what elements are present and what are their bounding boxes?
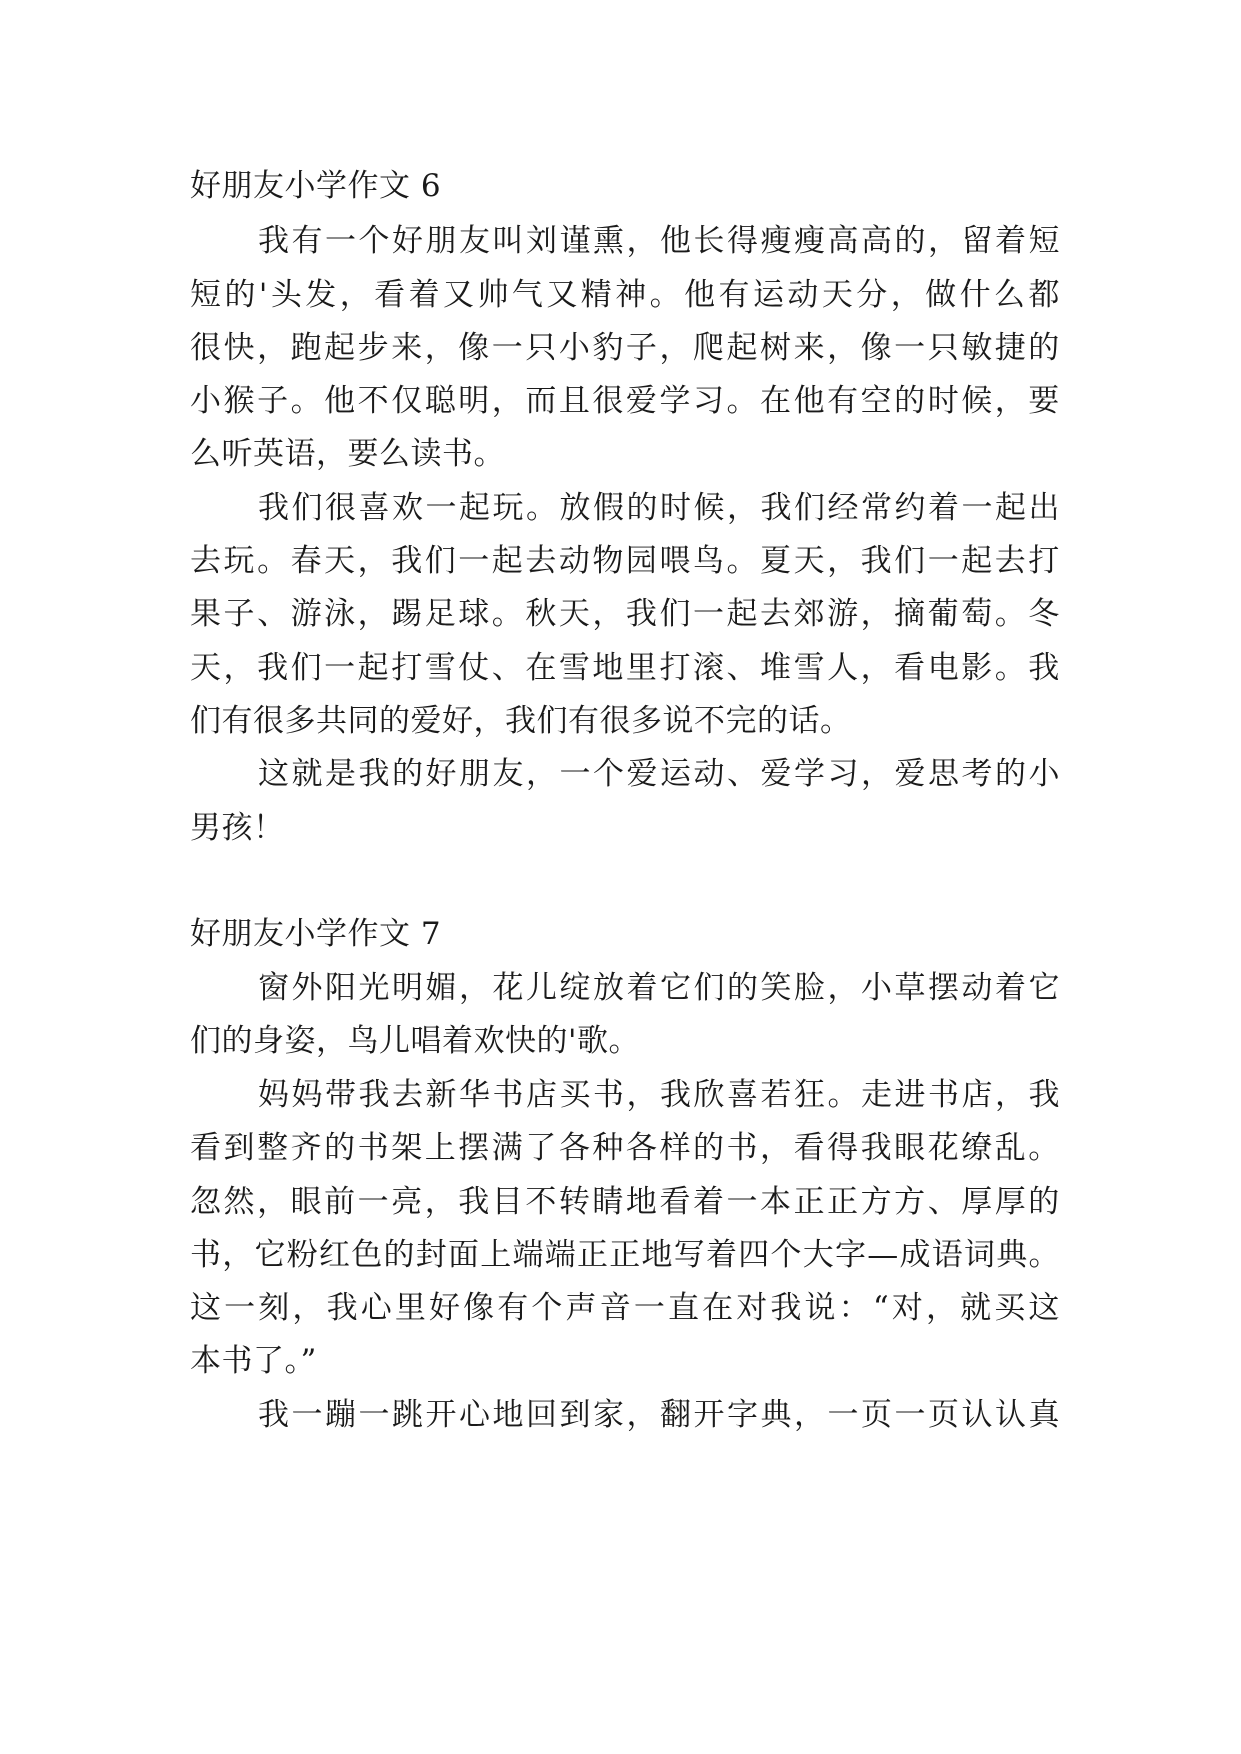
- paragraph-line: 本书了。”: [190, 1343, 317, 1379]
- paragraph-line: 我 一 蹦 一 跳 开 心 地 回 到 家 ， 翻 开 字 典 ， 一 页 一 页 认 认 真: [258, 1397, 1060, 1433]
- paragraph-line: 去 玩 。 春 天 ， 我 们 一 起 去 动 物 园 喂 鸟 。 夏 天 ， 我 们 一 起 去 打: [190, 543, 1060, 579]
- paragraph-line: 窗 外 阳 光 明 媚 ， 花 儿 绽 放 着 它 们 的 笑 脸 ， 小 草 摆 动 着 它: [258, 970, 1060, 1006]
- paragraph-line: 忽 然 ， 眼 前 一 亮 ， 我 目 不 转 睛 地 看 着 一 本 正 正 方 方 、 厚 厚 的: [190, 1184, 1060, 1220]
- essay-title: 好朋友小学作文 6: [190, 168, 442, 204]
- paragraph-line: 么听英语，要么读书。: [190, 436, 505, 472]
- paragraph-line: 很 快 ， 跑 起 步 来 ， 像 一 只 小 豹 子 ， 爬 起 树 来 ， 像 一 只 敏 捷 的: [190, 330, 1060, 366]
- paragraph-line: 看 到 整 齐 的 书 架 上 摆 满 了 各 种 各 样 的 书 ， 看 得 我 眼 花 缭 乱 。: [190, 1130, 1060, 1166]
- essay-title: 好朋友小学作文 7: [190, 916, 442, 952]
- paragraph-line: 果 子 、 游 泳 ， 踢 足 球 。 秋 天 ， 我 们 一 起 去 郊 游 ， 摘 葡 萄 。 冬: [190, 596, 1060, 632]
- paragraph-line: 短 的 ' 头 发 ， 看 着 又 帅 气 又 精 神 。 他 有 运 动 天 分 ， 做 什 么 都: [190, 277, 1060, 313]
- paragraph-line: 我 们 很 喜 欢 一 起 玩 。 放 假 的 时 候 ， 我 们 经 常 约 着 一 起 出: [258, 490, 1060, 526]
- paragraph-line: 男孩！: [190, 810, 285, 846]
- paragraph-line: 们的身姿，鸟儿唱着欢快的'歌。: [190, 1023, 641, 1059]
- paragraph-line: 妈 妈 带 我 去 新 华 书 店 买 书 ， 我 欣 喜 若 狂 。 走 进 书 店 ， 我: [258, 1077, 1060, 1113]
- paragraph-line: 这 就 是 我 的 好 朋 友 ， 一 个 爱 运 动 、 爱 学 习 ， 爱 思 考 的 小: [258, 756, 1060, 792]
- paragraph-line: 们有很多共同的爱好，我们有很多说不完的话。: [190, 703, 852, 739]
- paragraph-line: 这 一 刻 ， 我 心 里 好 像 有 个 声 音 一 直 在 对 我 说 ： “ 对 ， 就 买 这: [190, 1290, 1060, 1326]
- paragraph-line: 我 有 一 个 好 朋 友 叫 刘 谨 熏 ， 他 长 得 瘦 瘦 高 高 的 ， 留 着 短: [258, 223, 1060, 259]
- paragraph-line: 小 猴 子 。 他 不 仅 聪 明 ， 而 且 很 爱 学 习 。 在 他 有 空 的 时 候 ， 要: [190, 383, 1060, 419]
- paragraph-line: 书 ， 它 粉 红 色 的 封 面 上 端 端 正 正 地 写 着 四 个 大 字 — 成 语 词 典 。: [190, 1237, 1060, 1273]
- paragraph-line: 天 ， 我 们 一 起 打 雪 仗 、 在 雪 地 里 打 滚 、 堆 雪 人 ， 看 电 影 。 我: [190, 650, 1060, 686]
